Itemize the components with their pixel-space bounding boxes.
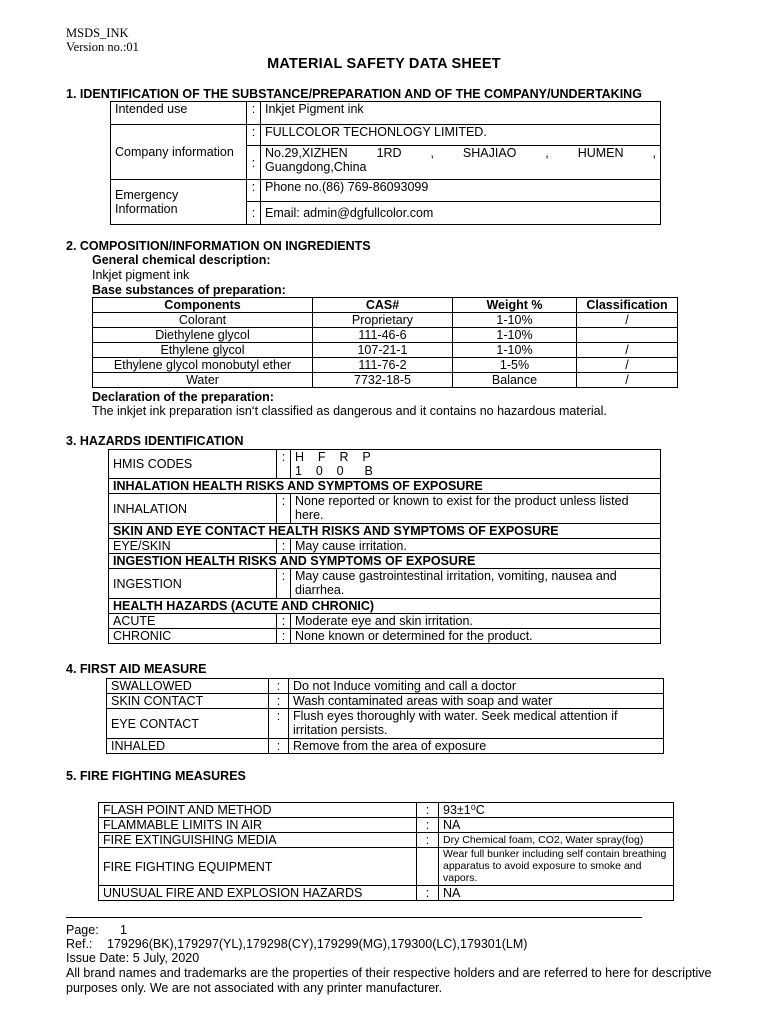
inhalation-heading: INHALATION HEALTH RISKS AND SYMPTOMS OF EXPOSURE: [109, 479, 661, 494]
table-row: SWALLOWED : Do not Induce vomiting and call a doctor: [107, 679, 664, 694]
col-components: Components: [93, 298, 313, 313]
table-row: SKIN CONTACT : Wash contaminated areas with soap and water: [107, 694, 664, 709]
table-row: Diethylene glycol 111-46-6 1-10%: [93, 328, 678, 343]
table-row: Water 7732-18-5 Balance /: [93, 373, 678, 388]
address-part: HUMEN: [577, 146, 624, 160]
table-row: FLAMMABLE LIMITS IN AIR : NA: [99, 818, 674, 833]
first-aid-table: [106, 678, 664, 754]
identification-table: Intended use : Inkjet Pigment ink Company information : FULLCOLOR TECHONLOGY LIMITED. : No.29,XIZHEN 1RD , SHAJIAO , HUMEN , Guangdong,China Emergency Information : Phone no.(86) 769-86093099 : Email: admin@dgfullcolor.com: [110, 101, 661, 225]
address-part: No.29,XIZHEN: [265, 146, 348, 160]
section-2-heading: 2. COMPOSITION/INFORMATION ON INGREDIENTS: [66, 239, 371, 253]
address-part: ,: [430, 146, 434, 160]
ingestion-heading: INGESTION HEALTH RISKS AND SYMPTOMS OF EXPOSURE: [109, 554, 661, 569]
version-number: Version no.:01: [66, 40, 139, 54]
company-name: FULLCOLOR TECHONLOGY LIMITED.: [261, 125, 661, 146]
emergency-phone: Phone no.(86) 769-86093099: [261, 180, 661, 202]
general-description-label: General chemical description:: [92, 253, 271, 267]
section-5-heading: 5. FIRE FIGHTING MEASURES: [66, 769, 246, 783]
table-row: Ethylene glycol 107-21-1 1-10% /: [93, 343, 678, 358]
ref-value: 179296(BK),179297(YL),179298(CY),179299(MG),179300(LC),179301(LM): [107, 937, 528, 951]
eye-skin-value: May cause irritation.: [291, 539, 661, 554]
col-weight: Weight %: [453, 298, 577, 313]
inhalation-label: INHALATION: [109, 494, 277, 524]
table-row: Ethylene glycol monobutyl ether 111-76-2 1-5% /: [93, 358, 678, 373]
acute-label: ACUTE: [109, 614, 277, 629]
ref-label: Ref.:: [66, 937, 93, 951]
address-part: ,: [545, 146, 549, 160]
composition-table: [92, 297, 678, 388]
hazards-table: HMIS CODES : H F R P 1 0 0 B INHALATION HEALTH RISKS AND SYMPTOMS OF EXPOSURE INHALATION : None reported or known to exist for the product unless listed here. SKIN AND EYE CONTACT HEALTH RISKS AND SYMPTOMS OF EXPOSURE EYE/SKIN : May cause irritation. INGESTION HEALTH RISKS AND SYMPTOMS OF EXPOSURE INGESTION : May cause gastrointestinal irritation, vomiting, nausea and diarrhea. HEALTH HAZARDS (ACUTE AND CHRONIC) ACUTE : Moderate eye and skin irritation. CHRONIC : None known or determined for the product.: [108, 449, 661, 644]
page-title: MATERIAL SAFETY DATA SHEET: [267, 56, 501, 72]
footer-divider: [66, 917, 642, 918]
base-substances-label: Base substances of preparation:: [92, 283, 286, 297]
table-row: INHALED : Remove from the area of exposure: [107, 739, 664, 754]
hmis-codes: H F R P 1 0 0 B: [291, 450, 661, 479]
col-cas: CAS#: [313, 298, 453, 313]
table-row: EYE CONTACT : Flush eyes thoroughly with water. Seek medical attention if irritation persists.: [107, 709, 664, 739]
address-line-2: Guangdong,China: [265, 160, 367, 174]
inhalation-value: None reported or known to exist for the product unless listed here.: [291, 494, 661, 524]
issue-date: Issue Date: 5 July, 2020: [66, 951, 200, 965]
table-row: FLASH POINT AND METHOD : 93±1⁰C: [99, 803, 674, 818]
intended-use-value: Inkjet Pigment ink: [261, 102, 661, 125]
page-label: Page:: [66, 923, 99, 937]
emergency-email: Email: admin@dgfullcolor.com: [261, 202, 661, 225]
table-row: Colorant Proprietary 1-10% /: [93, 313, 678, 328]
col-classification: Classification: [577, 298, 678, 313]
eye-skin-label: EYE/SKIN: [109, 539, 277, 554]
page-number: 1: [120, 923, 127, 937]
skin-eye-heading: SKIN AND EYE CONTACT HEALTH RISKS AND SYMPTOMS OF EXPOSURE: [109, 524, 661, 539]
acute-value: Moderate eye and skin irritation.: [291, 614, 661, 629]
section-3-heading: 3. HAZARDS IDENTIFICATION: [66, 434, 244, 448]
section-4-heading: 4. FIRST AID MEASURE: [66, 662, 207, 676]
section-1-heading: 1. IDENTIFICATION OF THE SUBSTANCE/PREPARATION AND OF THE COMPANY/UNDERTAKING: [66, 87, 642, 101]
ingestion-label: INGESTION: [109, 569, 277, 599]
table-row: FIRE FIGHTING EQUIPMENT Wear full bunker including self contain breathing apparatus to avoid exposure to smoke and vapors.: [99, 848, 674, 886]
health-hazards-heading: HEALTH HAZARDS (ACUTE AND CHRONIC): [109, 599, 661, 614]
address-part: ,: [652, 146, 656, 160]
chronic-label: CHRONIC: [109, 629, 277, 644]
doc-id: MSDS_INK: [66, 26, 129, 40]
fire-fighting-table: [98, 802, 674, 901]
address-part: 1RD: [376, 146, 402, 160]
general-description-value: Inkjet pigment ink: [92, 268, 190, 282]
address-part: SHAJIAO: [462, 146, 517, 160]
table-row: UNUSUAL FIRE AND EXPLOSION HAZARDS : NA: [99, 886, 674, 901]
chronic-value: None known or determined for the product.: [291, 629, 661, 644]
company-address: [261, 146, 661, 180]
declaration-label: Declaration of the preparation:: [92, 390, 274, 404]
address-line-1: [265, 146, 656, 160]
disclaimer: All brand names and trademarks are the properties of their respective holders and are referred to here for descriptive purposes only. We are not associated with any printer manufacturer.: [66, 966, 712, 995]
company-info-label: Company information: [111, 125, 247, 180]
hmis-label: HMIS CODES: [109, 450, 277, 479]
intended-use-label: Intended use: [111, 102, 247, 125]
declaration-value: The inkjet ink preparation isn‘t classified as dangerous and it contains no hazardous material.: [92, 404, 607, 418]
emergency-info-label: Emergency Information: [111, 180, 247, 225]
ingestion-value: May cause gastrointestinal irritation, vomiting, nausea and diarrhea.: [291, 569, 661, 599]
table-row: FIRE EXTINGUISHING MEDIA : Dry Chemical foam, CO2, Water spray(fog): [99, 833, 674, 848]
